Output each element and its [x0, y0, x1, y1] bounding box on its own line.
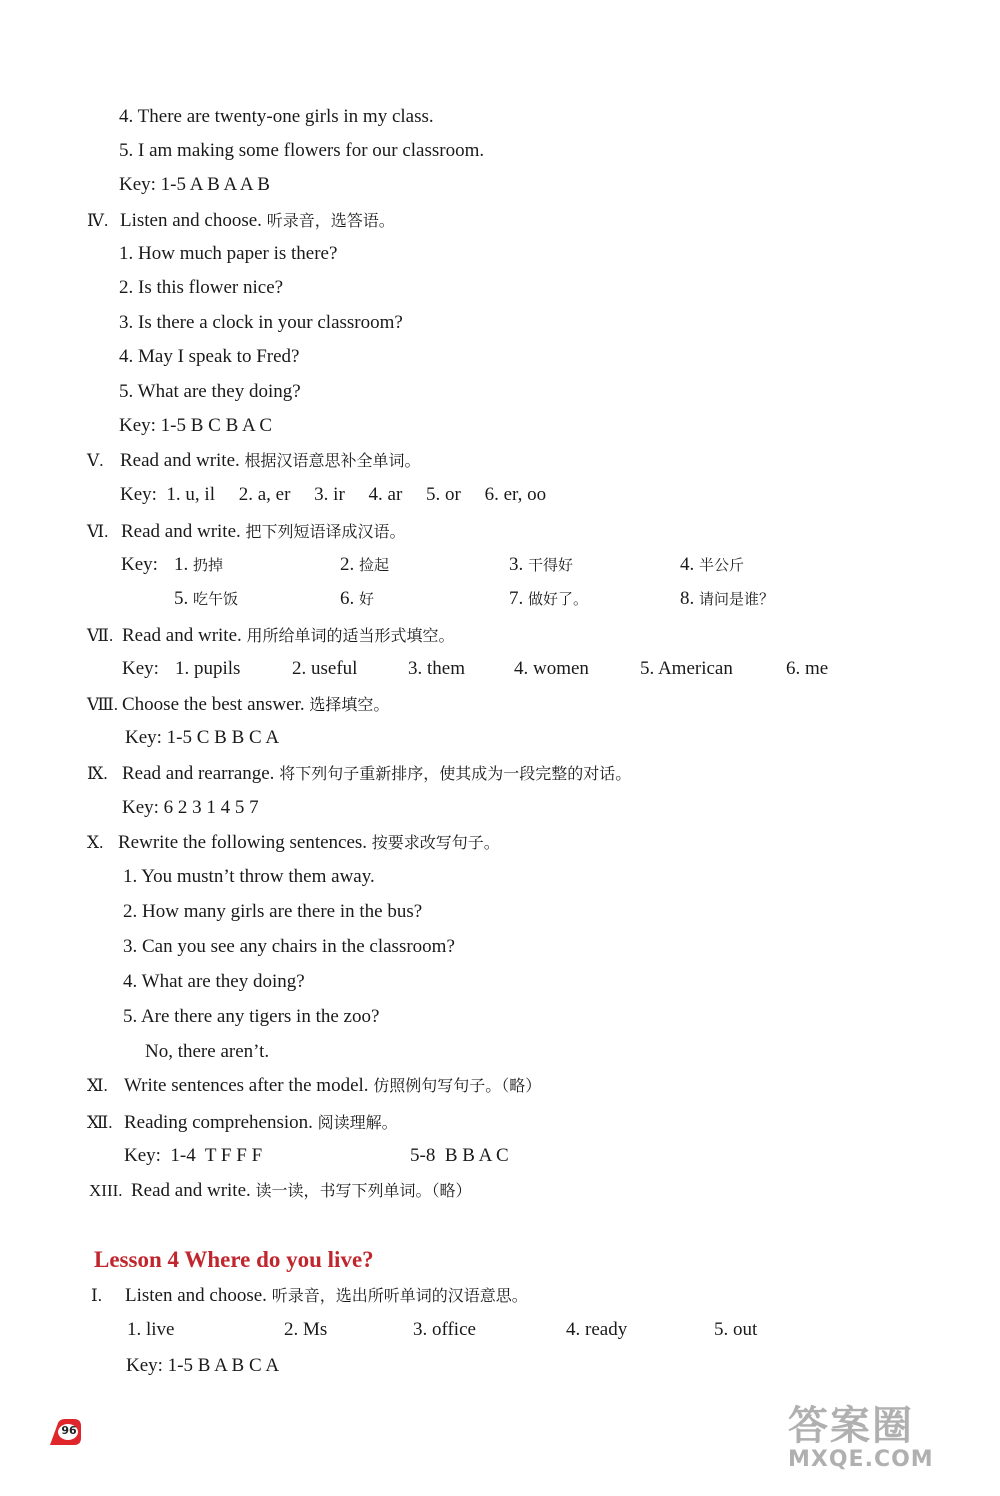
section-number: Ⅹ. [87, 833, 104, 852]
answer-item [340, 553, 389, 577]
list-item: 5. What are they doing? [119, 381, 301, 402]
answer-number: 7. [509, 588, 524, 609]
page-number: 96 [61, 1424, 77, 1437]
answer-key: Key: 1-4 T F F F [124, 1145, 263, 1166]
list-item: 1. How much paper is there? [119, 243, 338, 264]
section-heading [120, 209, 395, 233]
answer-text: 做好了。 [528, 590, 589, 608]
heading-en: Read and write. [121, 521, 241, 542]
list-item: 3. Can you see any chairs in the classroom? [123, 936, 455, 957]
answer-number: 4. [680, 554, 695, 575]
word-item: 1. live [127, 1319, 175, 1340]
section-number: Ⅶ. [87, 626, 114, 645]
heading-cn: 仿照例句写句子。（略） [373, 1076, 542, 1095]
key-label: Key: [121, 554, 158, 575]
heading-en: Write sentences after the model. [124, 1075, 369, 1096]
word-item: 4. ready [566, 1319, 628, 1340]
answer-item: 2. useful [292, 658, 358, 679]
key-label: Key: [122, 658, 159, 679]
heading-en: Rewrite the following sentences. [118, 832, 368, 853]
list-item: 2. How many girls are there in the bus? [123, 901, 423, 922]
section-number: Ⅺ. [87, 1076, 108, 1095]
sentence-4: 4. There are twenty-one girls in my class. [119, 106, 434, 127]
answer-key: 5-8 B B A C [410, 1145, 509, 1166]
answer-text: 请问是谁？ [699, 590, 775, 608]
answer-key: Key: 1-5 A B A A B [119, 174, 270, 195]
heading-en: Listen and choose. [120, 210, 262, 231]
section-heading [120, 449, 421, 473]
answer-number: 6. [340, 588, 355, 609]
answer-text: 扔掉 [193, 556, 224, 574]
answer-item: 3. them [408, 658, 465, 679]
heading-cn: 阅读理解。 [317, 1113, 398, 1132]
answer-text: 干得好 [528, 556, 574, 574]
heading-cn: 读一读，书写下列单词。（略） [255, 1181, 472, 1200]
section-number: XIII. [89, 1181, 123, 1200]
heading-cn: 听录音，选答语。 [266, 211, 395, 230]
heading-cn: 听录音，选出所听单词的汉语意思。 [271, 1286, 528, 1305]
section-number: Ⅸ. [87, 764, 108, 783]
answer-number: 2. [340, 554, 355, 575]
answer-key: Key: 1-5 C B B C A [125, 727, 280, 748]
section-heading [131, 1179, 472, 1203]
section-number: Ⅰ. [91, 1286, 102, 1305]
section-heading [122, 762, 631, 786]
heading-cn: 按要求改写句子。 [371, 833, 500, 852]
answer-number: 3. [509, 554, 524, 575]
section-number: Ⅵ. [87, 522, 109, 541]
answer-item: 4. women [514, 658, 589, 679]
heading-en: Read and write. [120, 450, 240, 471]
answer-text: 好 [359, 590, 375, 608]
heading-cn: 把下列短语译成汉语。 [245, 522, 406, 541]
heading-cn: 将下列句子重新排序，使其成为一段完整的对话。 [279, 764, 632, 783]
answer-number: 8. [680, 588, 695, 609]
answer-item: 6. me [786, 658, 829, 679]
answer-item: 1. pupils [175, 658, 241, 679]
section-number: Ⅳ. [87, 211, 109, 230]
answer-number: 1. [174, 554, 189, 575]
answer-number: 5. [174, 588, 189, 609]
section-number: Ⅴ. [87, 451, 104, 470]
heading-en: Listen and choose. [125, 1285, 267, 1306]
answer-item [340, 587, 374, 611]
section-number: Ⅻ. [87, 1113, 113, 1132]
heading-en: Read and write. [131, 1180, 251, 1201]
section-heading [122, 624, 455, 648]
answer-item [509, 587, 588, 611]
section-heading [124, 1111, 398, 1135]
list-item: 3. Is there a clock in your classroom? [119, 312, 403, 333]
heading-en: Read and write. [122, 625, 242, 646]
answer-item [680, 587, 774, 611]
answer-key: Key: 1-5 B A B C A [126, 1355, 280, 1376]
heading-cn: 根据汉语意思补全单词。 [244, 451, 421, 470]
word-item: 5. out [714, 1319, 758, 1340]
list-item: 5. Are there any tigers in the zoo? [123, 1006, 380, 1027]
heading-en: Reading comprehension. [124, 1112, 313, 1133]
answer-key: Key: 1. u, il 2. a, er 3. ir 4. ar 5. or 6. er, oo [120, 484, 547, 505]
list-item: 4. May I speak to Fred? [119, 346, 300, 367]
section-heading [124, 1074, 541, 1098]
watermark-logo-text: 答案圈 [788, 1403, 914, 1449]
section-heading [122, 693, 389, 717]
list-item: 1. You mustn’t throw them away. [123, 866, 375, 887]
word-item: 3. office [413, 1319, 476, 1340]
sentence-5: 5. I am making some flowers for our classroom. [119, 140, 485, 161]
heading-en: Choose the best answer. [122, 694, 305, 715]
answer-item [174, 553, 223, 577]
watermark [788, 1404, 934, 1472]
page-number-badge [48, 1418, 82, 1446]
list-item: 4. What are they doing? [123, 971, 305, 992]
list-item: 2. Is this flower nice? [119, 277, 284, 298]
lesson-title: Lesson 4 Where do you live? [94, 1247, 374, 1272]
section-heading [125, 1284, 528, 1308]
section-heading [121, 520, 406, 544]
heading-cn: 选择填空。 [309, 695, 390, 714]
answer-item [680, 553, 744, 577]
answer-text: 半公斤 [699, 556, 745, 574]
answer-item: 5. American [640, 658, 733, 679]
answer-item [509, 553, 573, 577]
answer-text: 捡起 [359, 556, 390, 574]
heading-cn: 用所给单词的适当形式填空。 [246, 626, 455, 645]
watermark-url: MXQE.COM [788, 1447, 934, 1472]
heading-en: Read and rearrange. [122, 763, 275, 784]
answer-text: 吃午饭 [193, 590, 239, 608]
answer-key: Key: 6 2 3 1 4 5 7 [122, 797, 259, 818]
word-item: 2. Ms [284, 1319, 328, 1340]
answer-key: Key: 1-5 B C B A C [119, 415, 273, 436]
list-item-answer: No, there aren’t. [145, 1041, 270, 1062]
section-number: Ⅷ. [87, 695, 119, 714]
answer-item [174, 587, 238, 611]
section-heading [118, 831, 500, 855]
